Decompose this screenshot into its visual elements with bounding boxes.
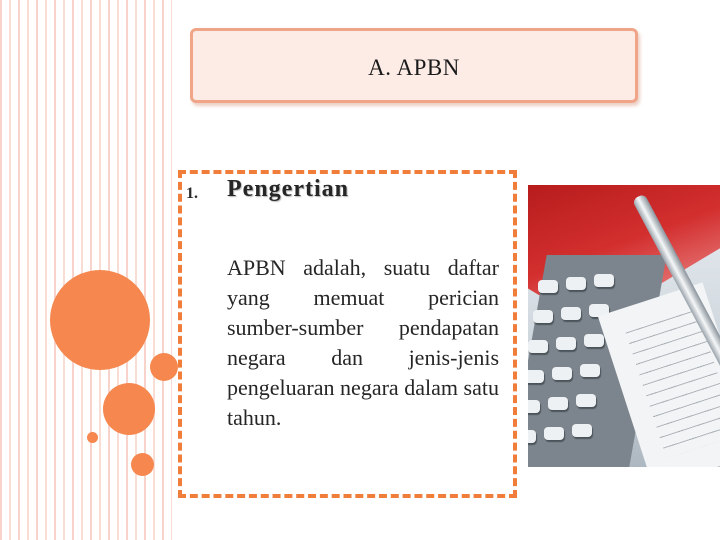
calculator-key [528, 430, 536, 443]
calculator-key [533, 310, 553, 323]
calculator-key [538, 280, 558, 293]
calculator-key [561, 307, 581, 320]
decorative-circle-small-lower [131, 453, 154, 476]
calculator-key [552, 367, 572, 380]
calculator-key [594, 274, 614, 287]
calculator-key [544, 427, 564, 440]
calculator-key [528, 340, 548, 353]
slide-title: A. APBN [368, 55, 460, 80]
calculator-key [556, 337, 576, 350]
calculator-photo[interactable] [528, 185, 720, 467]
calculator-key [580, 364, 600, 377]
calculator-key [584, 334, 604, 347]
calculator-key [566, 277, 586, 290]
calculator-key [576, 394, 596, 407]
section-body-text: APBN adalah, suatu daftar yang memuat perician sumber-sumber pendapatan negara dan jenis-jenis pengeluaran negara dalam satu tahun. [227, 255, 499, 430]
calculator-key [528, 400, 540, 413]
calculator-key [572, 424, 592, 437]
calculator-key [528, 370, 544, 383]
title-box[interactable] [190, 28, 638, 103]
decorative-circle-tiny [87, 432, 98, 443]
decorative-circle-large [50, 270, 150, 370]
decorative-circle-medium [103, 383, 155, 435]
calculator-key [548, 397, 568, 410]
decorative-circle-small [150, 353, 178, 381]
list-number: 1. [186, 185, 198, 202]
section-heading: Pengertian [227, 176, 349, 202]
